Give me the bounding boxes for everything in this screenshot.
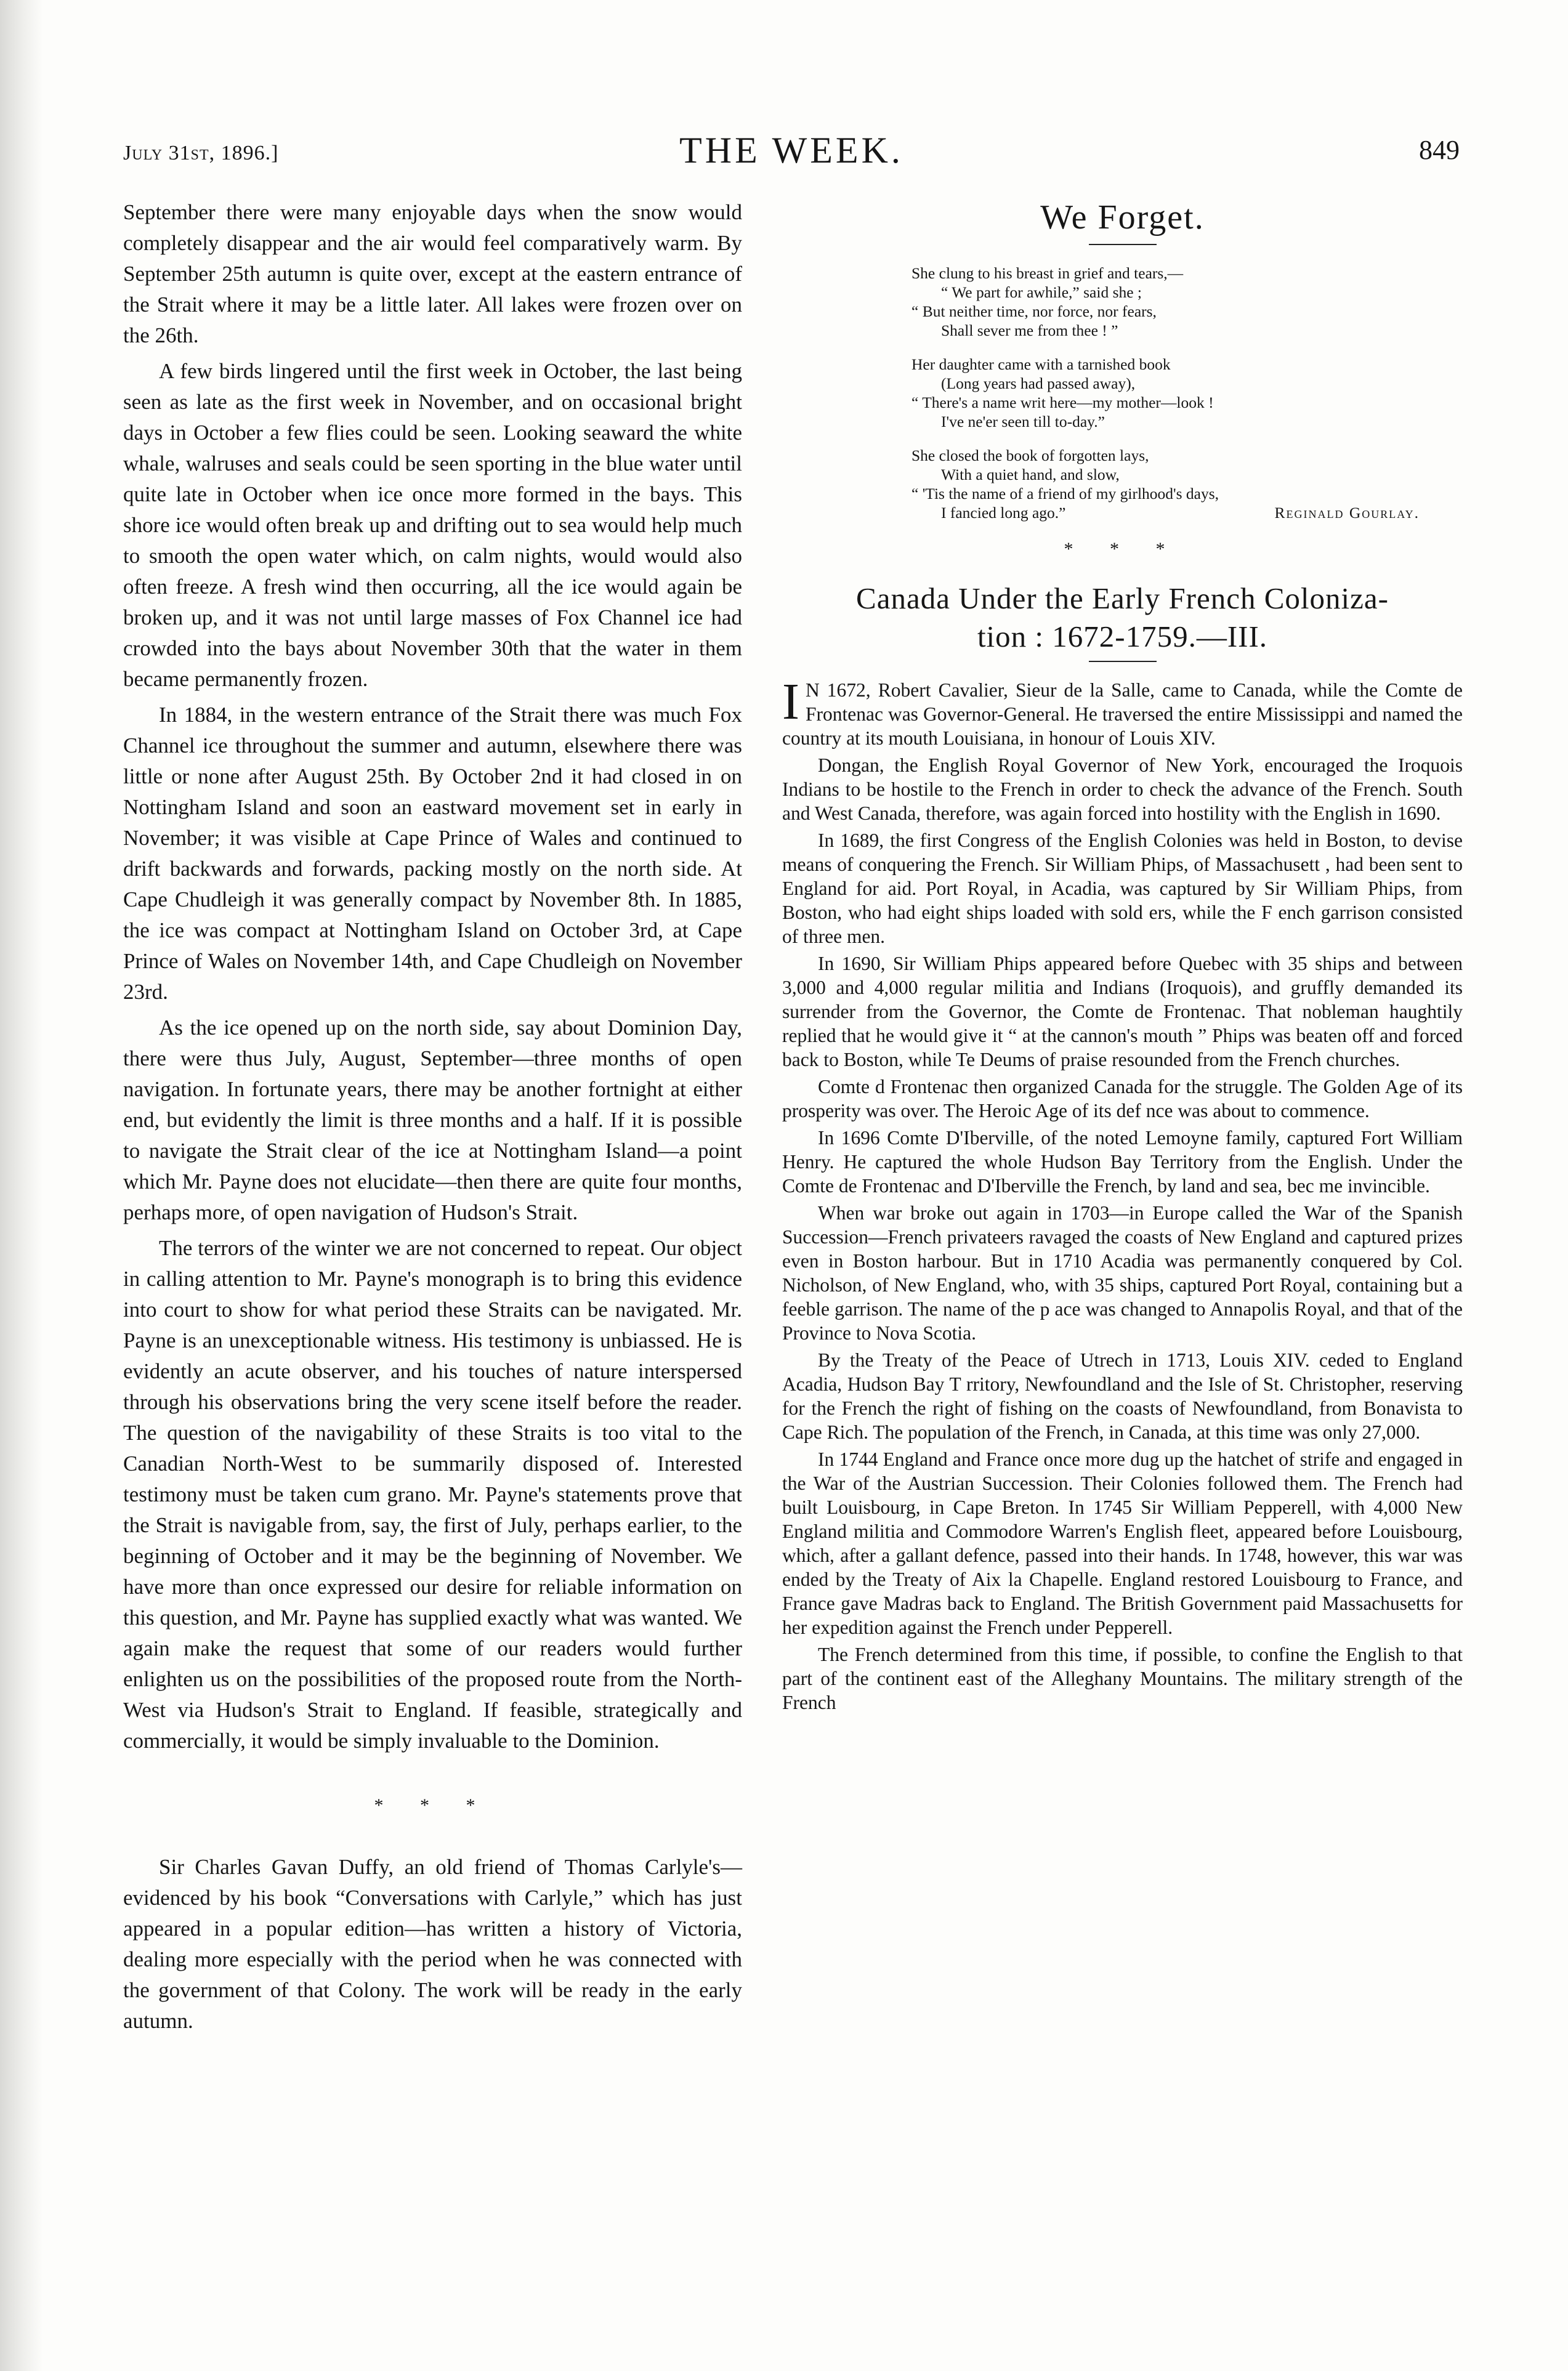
paragraph: In 1689, the first Congress of the English Colonies was held in Boston, to devise means of conquering the French. Sir William Phips, of Massachusett , had been sent to England for aid. Port Royal, in Acadia, was captured by Sir William Phips, from Boston, who had eight ships loaded with sold ers, while the F ench garrison consisted of three men. <box>782 830 1463 947</box>
paragraph: A few birds lingered until the first week in October, the last being seen as late as the first week in November, and on occasional bright days in October a few flies could be seen. Looking seaward the white whale, walruses and seals could be seen sporting in the blue water until quite late in October when ice once more formed in the bays. This shore ice would often break up and drifting out to sea would help much to smooth the open water which, on calm nights, would would also often freeze. A fresh wind then occurring, all the ice would again be broken up, and it was not until large masses of Fox Channel ice had crowded into the bays about November 30th that the water in them became permanently frozen. <box>123 359 742 691</box>
poem-line: “ 'Tis the name of a friend of my girlhood's days, <box>911 485 1219 503</box>
poem-author: Reginald Gourlay. <box>1274 504 1420 522</box>
publication-title: THE WEEK. <box>679 130 903 171</box>
page-number: 849 <box>1419 135 1460 165</box>
drop-cap: I <box>782 673 799 730</box>
poem-line: With a quiet hand, and slow, <box>941 466 1120 483</box>
poem-line: I've ne'er seen till to-day.” <box>941 413 1105 430</box>
title-rule <box>1089 244 1157 245</box>
poem-line: She closed the book of forgotten lays, <box>911 446 1149 464</box>
running-head <box>123 129 1460 179</box>
article-first-paragraph <box>782 673 1463 750</box>
poem-line: I fancied long ago.” <box>941 504 1066 522</box>
paragraph-text: N 1672, Robert Cavalier, Sieur de la Salle, came to Canada, while the Comte de Frontenac was Governor-General. He traversed the entire Mississippi and named the country at its mouth Louisiana, in honour of Louis XIV. <box>782 679 1463 749</box>
paragraph: The French determined from this time, if possible, to confine the English to that part of the continent east of the Alleghany Mountains. The military strength of the French <box>782 1644 1463 1713</box>
article-title-line: Canada Under the Early French Coloniza- <box>856 581 1389 615</box>
paragraph: In 1744 England and France once more dug up the hatchet of strife and engaged in the War of the Austrian Succession. Their Colonies followed them. The French had built Louisbourg, in Cape Breton. In 1745 Sir William Pepperell, with 4,000 New England militia and Commodore Warren's English fleet, appeared before Louisbourg, which, after a gallant defence, passed into their hands. In 1748, however, this war was ended by the Treaty of Aix la Chapelle. England restored Louisbourg to France, and France gave Madras back to England. The British Government paid Massachusetts for her expedition against the French under Pepperell. <box>782 1448 1463 1638</box>
poem-title: We Forget. <box>1040 198 1205 236</box>
paragraph: When war broke out again in 1703—in Europe called the War of the Spanish Succession—French privateers ravaged the coasts of New England and captured prizes even in Boston harbour. But in 1710 Acadia was permanently conquered by Col. Nicholson, of New England, who, with 35 ships, captured Port Royal, containing but a feeble garrison. The name of the p ace was changed to Annapolis Royal, and that of the Province to Nova Scotia. <box>782 1202 1463 1344</box>
poem-stanza <box>911 446 1463 522</box>
section-separator: * * * <box>1064 539 1181 559</box>
paragraph: In 1696 Comte D'Iberville, of the noted Lemoyne family, captured Fort William Henry. He captured the whole Hudson Bay Territory from the English. Under the Comte de Frontenac and D'Iberville the French, by land and sea, bec me invincible. <box>782 1127 1463 1197</box>
section-separator: * * * <box>374 1795 491 1816</box>
left-column <box>123 197 742 2037</box>
article-title-line: tion : 1672-1759.—III. <box>977 620 1268 653</box>
paragraph: September there were many enjoyable days when the snow would completely disappear and the air would feel comparatively warm. By September 25th autumn is quite over, except at the eastern entrance of the Strait where it may be a little later. All lakes were frozen over on the 26th. <box>123 200 742 347</box>
issue-date: July 31st, 1896.] <box>123 142 279 164</box>
paragraph: In 1690, Sir William Phips appeared before Quebec with 35 ships and between 3,000 and 4,000 regular militia and Indians (Iroquois), and gruffly demanded its surrender from the Governor, the Comte de Frontenac. That nobleman haughtily replied that he would give it “ at the cannon's mouth ” Phips was beaten off and forced back to Boston, while Te Deums of praise resounded from the French churches. <box>782 953 1463 1070</box>
poem-stanza <box>911 355 1463 431</box>
poem-line: (Long years had passed away), <box>941 374 1136 392</box>
article-title <box>782 580 1463 656</box>
poem-body <box>911 264 1463 522</box>
poem-line: “ We part for awhile,” said she ; <box>941 283 1142 301</box>
poem-line: She clung to his breast in grief and tears,— <box>911 264 1184 282</box>
page-spine-shadow <box>0 0 43 2371</box>
paragraph: Sir Charles Gavan Duffy, an old friend of Thomas Carlyle's—evidenced by his book “Conversations with Carlyle,” which has just appeared in a popular edition—has written a history of Victoria, dealing more especially with the period when he was connected with the government of that Colony. The work will be ready in the early autumn. <box>123 1855 742 2033</box>
paragraph: As the ice opened up on the north side, say about Dominion Day, there were thus July, August, September—three months of open navigation. In fortunate years, there may be another fortnight at either end, but evidently the limit is three months and a half. If it is possible to navigate the Strait clear of the ice at Nottingham Island—a point which Mr. Payne does not elucidate—then there are quite four months, perhaps more, of open navigation of Hudson's Strait. <box>123 1016 742 1224</box>
right-column <box>782 197 1463 1715</box>
paragraph: In 1884, in the western entrance of the Strait there was much Fox Channel ice throughout the summer and autumn, elsewhere there was little or none after August 25th. By October 2nd it had closed in on Nottingham Island and soon an eastward movement set in early in November; it was visible at Cape Prince of Wales and continued to drift backwards and forwards, packing mostly on the north side. At Cape Chudleigh it was generally compact by November 8th. In 1885, the ice was compact at Nottingham Island on October 3rd, at Cape Prince of Wales on November 14th, and Cape Chudleigh on November 23rd. <box>123 703 742 1004</box>
poem-line: Her daughter came with a tarnished book <box>911 355 1171 373</box>
poem-line: “ There's a name writ here—my mother—look ! <box>911 394 1214 411</box>
poem-stanza <box>911 264 1463 340</box>
poem-line: Shall sever me from thee ! ” <box>941 321 1118 339</box>
title-rule <box>1089 661 1157 662</box>
poem-line: “ But neither time, nor force, nor fears, <box>911 302 1157 320</box>
paragraph: Comte d Frontenac then organized Canada for the struggle. The Golden Age of its prosperity was over. The Heroic Age of its def nce was about to commence. <box>782 1076 1463 1121</box>
paragraph: Dongan, the English Royal Governor of New York, encouraged the Iroquois Indians to be hostile to the French in order to check the advance of the French. South and West Canada, therefore, was again forced into hostility with the English in 1690. <box>782 754 1463 824</box>
paragraph: The terrors of the winter we are not concerned to repeat. Our object in calling attention to Mr. Payne's monograph is to bring this evidence into court to show for what period these Straits can be navigated. Mr. Payne is an unexceptionable witness. His testimony is unbiassed. He is evidently an acute observer, and his touches of nature interspersed through his observations bring the very scene itself before the reader. The question of the navigability of these Straits is too vital to the Canadian North-West to be summarily disposed of. Interested testimony must be taken cum grano. Mr. Payne's statements prove that the Strait is navigable from, say, the first of July, perhaps earlier, to the beginning of October and it may be the beginning of November. We have more than once expressed our desire for reliable information on this question, and Mr. Payne has supplied exactly what was wanted. We again make the request that some of our readers would further enlighten us on the possibilities of the proposed route from the North-West via Hudson's Strait to England. If feasible, strategically and commercially, it would be simply invaluable to the Dominion. <box>123 1236 742 1753</box>
paragraph: By the Treaty of the Peace of Utrech in 1713, Louis XIV. ceded to England Acadia, Hudson Bay T rritory, Newfoundland and the Isle of St. Christopher, reserving for the French the right of fishing on the coasts of Newfoundland, from Bonavista to Cape Rich. The population of the French, in Canada, at this time was only 27,000. <box>782 1349 1463 1443</box>
